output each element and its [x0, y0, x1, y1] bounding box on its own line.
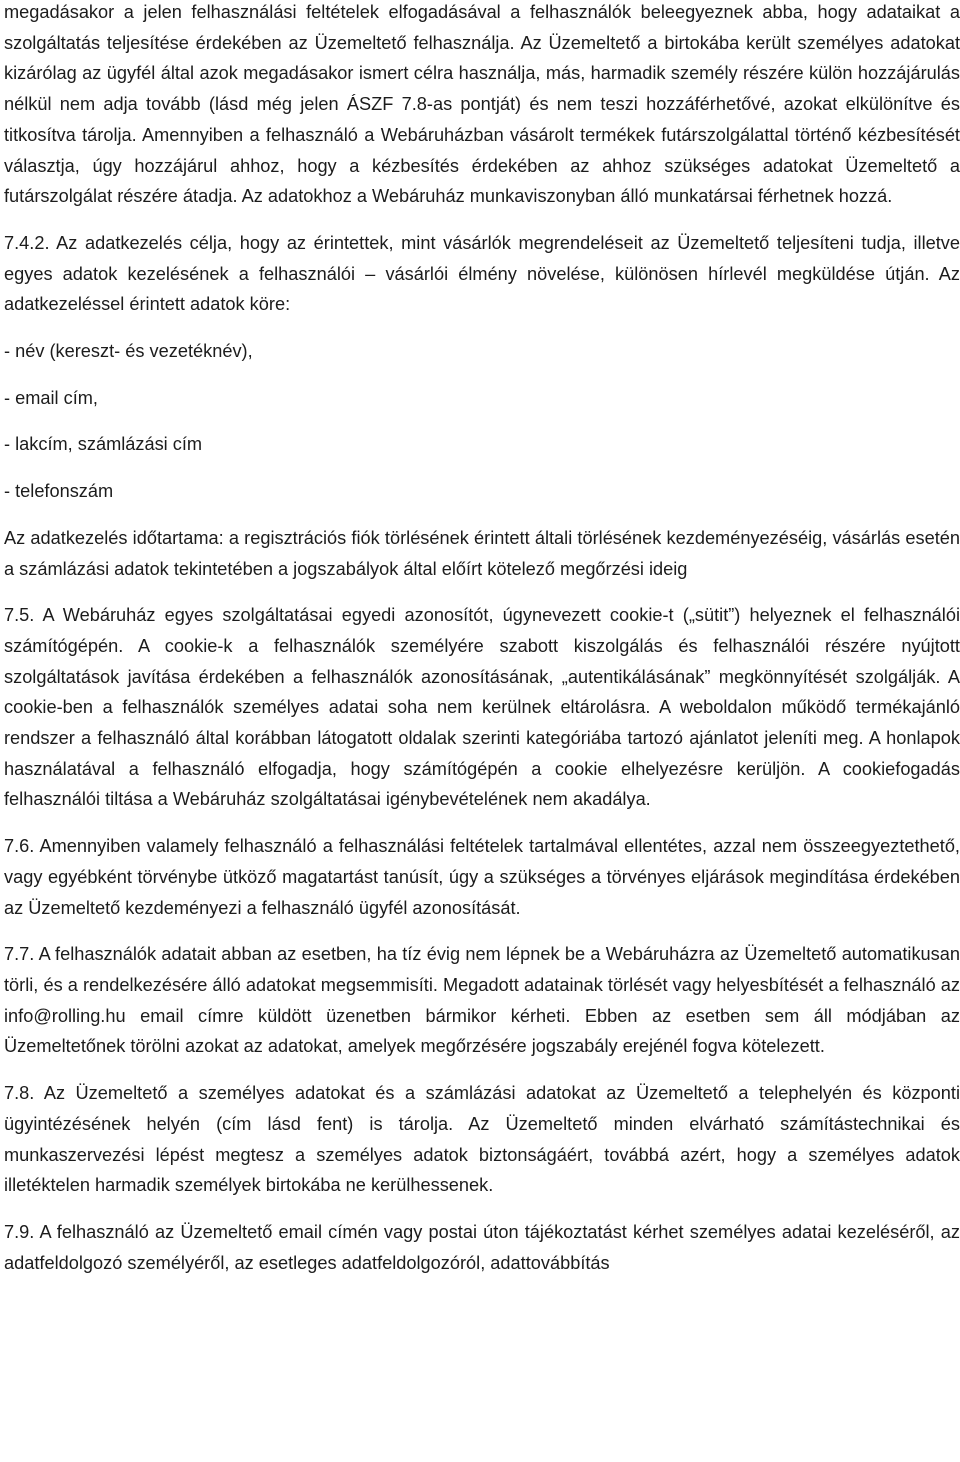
paragraph-retention-period: Az adatkezelés időtartama: a regisztrációs fiók törlésének érintett általi törlésének kezdeményezéséig, vásárlás esetén a számlázási adatok tekintetében a jogszabályok által előírt kötelező megőrzési ideig [4, 527, 960, 579]
paragraph-data-handling: megadásakor a jelen felhasználási feltételek elfogadásával a felhasználók beleegyeznek abba, hogy adataikat a szolgáltatás teljesítése érdekében az Üzemeltető felhasználja. Az Üzemeltető a birtokába került személyes adatokat kizárólag az ügyfél által azok megadásakor ismert célra használja, más, harmadik személy részére külön hozzájárulás nélkül nem adja tovább (lásd még jelen ÁSZF 7.8-as pontját) és nem teszi hozzáférhetővé, azokat elkülönítve és titkosítva tárolja. Amennyiben a felhasználó a Webáruházban vásárolt termékek futárszolgálattal történő kézbesítését választja, úgy hozzájárul ahhoz, hogy a kézbesítés érdekében az ahhoz szükséges adatokat Üzemeltető a futárszolgálat részére átadja. Az adatokhoz a Webáruház munkaviszonyban álló munkatársai férhetnek hozzá. [4, 2, 960, 207]
paragraph-7-6: 7.6. Amennyiben valamely felhasználó a felhasználási feltételek tartalmával ellentétes, azzal nem összeegyeztethető, vagy egyébként törvénybe ütköző magatartást tanúsít, úgy a szükséges a törvényes eljárások megindítása érdekében az Üzemeltető kezdeményezi a felhasználó ügyfél azonosítását. [4, 836, 960, 918]
paragraph-7-4-2: 7.4.2. Az adatkezelés célja, hogy az érintettek, mint vásárlók megrendeléseit az Üzemeltető teljesíteni tudja, illetve egyes adatok kezelésének a felhasználói – vásárlói élmény növelése, különösen hírlevél megküldése útján. Az adatkezeléssel érintett adatok köre: [4, 232, 960, 315]
data-scope-list [4, 336, 960, 507]
document-page [4, 0, 960, 1294]
list-item-email: - email cím, [4, 387, 98, 408]
list-item-name: - név (kereszt- és vezetéknév), [4, 341, 253, 362]
list-item-phone: - telefonszám [4, 481, 114, 502]
paragraph-7-5-cookies: 7.5. A Webáruház egyes szolgáltatásai egyedi azonosítót, úgynevezett cookie-t („sütit”) helyeznek el felhasználói számítógépén. A cookie-k a felhasználók személyére szabott kiszolgálás és felhasználói részére nyújtott szolgáltatások javítása érdekében a felhasználók azonosításának, „autentikálásának” megkönnyítését szolgálják. A cookie-ben a felhasználók személyes adatai soha nem kerülnek eltárolásra. A weboldalon működő termékajánló rendszer a felhasználó által korábban látogatott oldalak szerinti kategóriába tartozó ajánlatot jeleníti meg. A honlapok használatával a felhasználó elfogadja, hogy számítógépén a cookie elhelyezésre kerüljön. A cookiefogadás felhasználói tiltása a Webáruház szolgáltatásai igénybevételének nem akadálya. [4, 605, 960, 810]
paragraph-7-9: 7.9. A felhasználó az Üzemeltető email címén vagy postai úton tájékoztatást kérhet személyes adatai kezeléséről, az adatfeldolgozó személyéről, az esetleges adatfeldolgozóról, adattovábbítás [4, 1221, 960, 1273]
paragraph-7-8: 7.8. Az Üzemeltető a személyes adatokat és a számlázási adatokat az Üzemeltető a telephelyén és központi ügyintézésének helyén (cím lásd fent) is tárolja. Az Üzemeltető minden elvárható számítástechnikai és munkaszervezési lépést megtesz a személyes adatok biztonságáért, továbbá azért, hogy a személyes adatok illetéktelen harmadik személyek birtokába ne kerülhessenek. [4, 1083, 960, 1196]
paragraph-7-7: 7.7. A felhasználók adatait abban az esetben, ha tíz évig nem lépnek be a Webáruházra az Üzemeltető automatikusan törli, és a rendelkezésére álló adatokat megsemmisíti. Megadott adatainak törlését vagy helyesbítését a felhasználó az info@rolling.hu email címre küldött üzenetben bármikor kérheti. Ebben az esetben sem áll módjában az Üzemeltetőnek törölni azokat az adatokat, amelyek megőrzésére jogszabály erejénél fogva kötelezett. [4, 944, 960, 1057]
list-item-address: - lakcím, számlázási cím [4, 434, 203, 455]
